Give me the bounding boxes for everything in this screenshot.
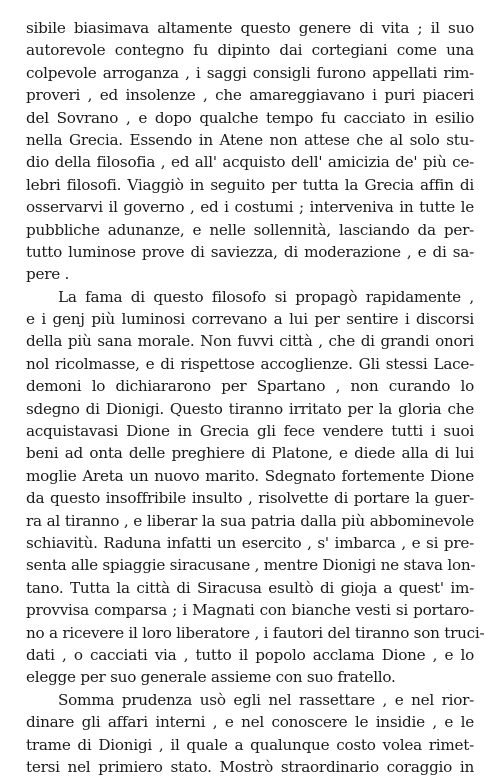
text-line: tano. Tutta la città di Siracusa esultò di gioja a quest' im- xyxy=(26,578,474,597)
text-line: provvisa comparsa ; i Magnati con bianche vesti si portaro- xyxy=(26,601,474,620)
text-line: dinare gli affari interni , e nel conoscere le insidie , e le xyxy=(26,713,474,732)
text-body xyxy=(26,17,485,778)
paragraph-first-line: Somma prudenza usò egli nel rassettare , e nel rior- xyxy=(58,690,474,709)
text-line: pere . xyxy=(26,265,70,284)
text-line: autorevole contegno fu dipinto dai cortegiani come una xyxy=(26,41,474,60)
text-line: beni ad onta delle preghiere di Platone, e diede alla di lui xyxy=(26,444,474,463)
text-line: dio della filosofia , ed all' acquisto dell' amicizia de' più ce- xyxy=(26,153,474,172)
text-line: demoni lo dichiararono per Spartano , non curando lo xyxy=(26,377,474,396)
text-line: osservarvi il governo , ed i costumi ; interveniva in tutte le xyxy=(26,198,474,217)
text-line: lebri filosofi. Viaggiò in seguito per tutta la Grecia affin di xyxy=(26,175,474,194)
text-line: pubbliche adunanze, e nelle sollennità, lasciando da per- xyxy=(26,220,474,239)
document-page xyxy=(26,17,485,778)
text-line: della più sana morale. Non fuvvi città , che di grandi onori xyxy=(26,332,474,351)
text-line: senta alle spiaggie siracusane , mentre Dionigi ne stava lon- xyxy=(26,556,476,575)
text-line: e i genj più luminosi correvano a lui per sentire i discorsi xyxy=(26,310,474,329)
text-line: da questo insoffribile insulto , risolvette di portare la guer- xyxy=(26,489,474,508)
text-line: schiavitù. Raduna infatti un esercito , s' imbarca , e si pre- xyxy=(26,533,474,552)
text-line: colpevole arroganza , i saggi consigli furono appellati rim- xyxy=(26,63,474,82)
text-line: nol ricolmasse, e di rispettose accoglienze. Gli stessi Lace- xyxy=(26,354,474,373)
text-line: tutto luminose prove di saviezza, di moderazione , e di sa- xyxy=(26,242,474,261)
text-line: trame di Dionigi , il quale a qualunque costo volea rimet- xyxy=(26,735,474,754)
text-line: moglie Areta un nuovo marito. Sdegnato fortemente Dione xyxy=(26,466,474,485)
text-line: del Sovrano , e dopo qualche tempo fu cacciato in esilio xyxy=(26,108,474,127)
text-line: dati , o cacciati via , tutto il popolo acclama Dione , e lo xyxy=(26,645,474,664)
text-line: sibile biasimava altamente questo genere di vita ; il suo xyxy=(26,19,474,37)
paragraph-first-line: La fama di questo filosofo si propagò rapidamente , xyxy=(58,287,474,306)
text-line: ra al tiranno , e liberar la sua patria dalla più abbominevole xyxy=(26,511,474,530)
text-line: tersi nel primiero stato. Mostrò straordinario coraggio in xyxy=(26,757,474,776)
text-line: elegge per suo generale assieme con suo fratello. xyxy=(26,668,396,687)
text-line: sdegno di Dionigi. Questo tiranno irritato per la gloria che xyxy=(26,399,474,418)
text-line: proveri , ed insolenze , che amareggiavano i puri piaceri xyxy=(26,86,474,105)
text-line: nella Grecia. Essendo in Atene non attese che al solo stu- xyxy=(26,130,474,149)
text-line: acquistavasi Dione in Grecia gli fece vendere tutti i suoi xyxy=(26,422,474,441)
text-line: no a ricevere il loro liberatore , i fautori del tiranno son truci- xyxy=(26,623,485,642)
